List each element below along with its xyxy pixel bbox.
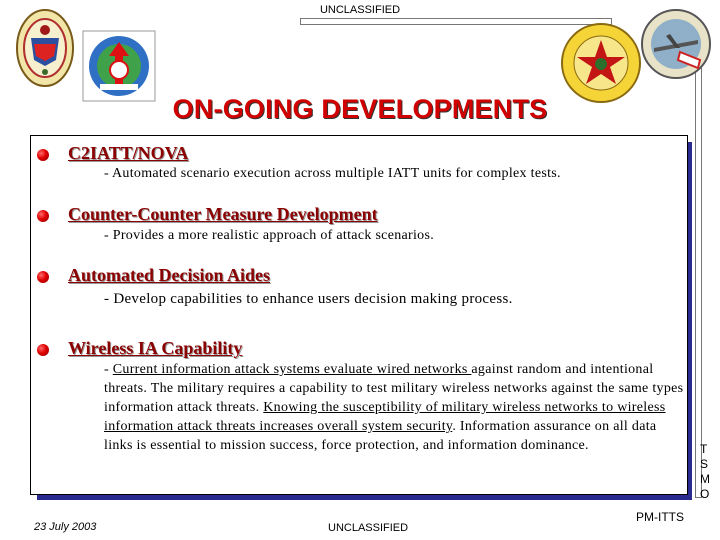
item-detail: - Develop capabilities to enhance users decision making process.: [104, 291, 513, 307]
page-title: [0, 94, 720, 125]
wireless-text-underlined: Knowing the susceptibility of military wireless networks to wireless information attack threats increases overall system security: [104, 400, 666, 434]
aircraft-seal-logo: [640, 8, 712, 80]
vertical-letter: S: [700, 457, 709, 471]
bullet-icon: [37, 210, 49, 222]
vertical-letter: T: [700, 442, 708, 456]
item-detail: - Automated scenario execution across multiple IATT units for complex tests.: [104, 166, 561, 181]
star-seal-logo: [560, 22, 642, 104]
wireless-dash: -: [104, 362, 113, 377]
vertical-letter: M: [700, 472, 710, 486]
wireless-text: . Information assurance on all data links is essential to mission success, force protection, and information dominance.: [104, 419, 657, 453]
classification-bottom: UNCLASSIFIED: [328, 522, 409, 534]
bullet-icon: [37, 271, 49, 283]
page-title-text: ON-GOING DEVELOPMENTS: [167, 94, 554, 124]
army-seal-logo: [16, 8, 74, 88]
item-heading: Wireless IA Capability: [68, 338, 243, 358]
item-heading: C2IATT/NOVA: [68, 143, 189, 163]
classification-top: UNCLASSIFIED: [319, 4, 401, 16]
wireless-text: against random and intentional threats. The military requires a capability to test military wireless networks against the same types information attack threats.: [104, 362, 684, 415]
test-emblem-logo: [82, 30, 156, 102]
item-detail: - Provides a more realistic approach of attack scenarios.: [104, 228, 435, 243]
footer-date: 23 July 2003: [34, 521, 97, 533]
bullet-icon: [37, 344, 49, 356]
item-heading: Counter-Counter Measure Development: [68, 204, 378, 224]
wireless-text-underlined: Current information attack systems evaluate wired networks: [112, 362, 472, 377]
vertical-letter: O: [700, 487, 710, 501]
item-heading: Automated Decision Aides: [68, 265, 270, 285]
footer-org: PM-ITTS: [636, 510, 684, 524]
footer-vertical-label: [700, 442, 710, 502]
wireless-paragraph: [104, 360, 684, 455]
bullet-icon: [37, 149, 49, 161]
